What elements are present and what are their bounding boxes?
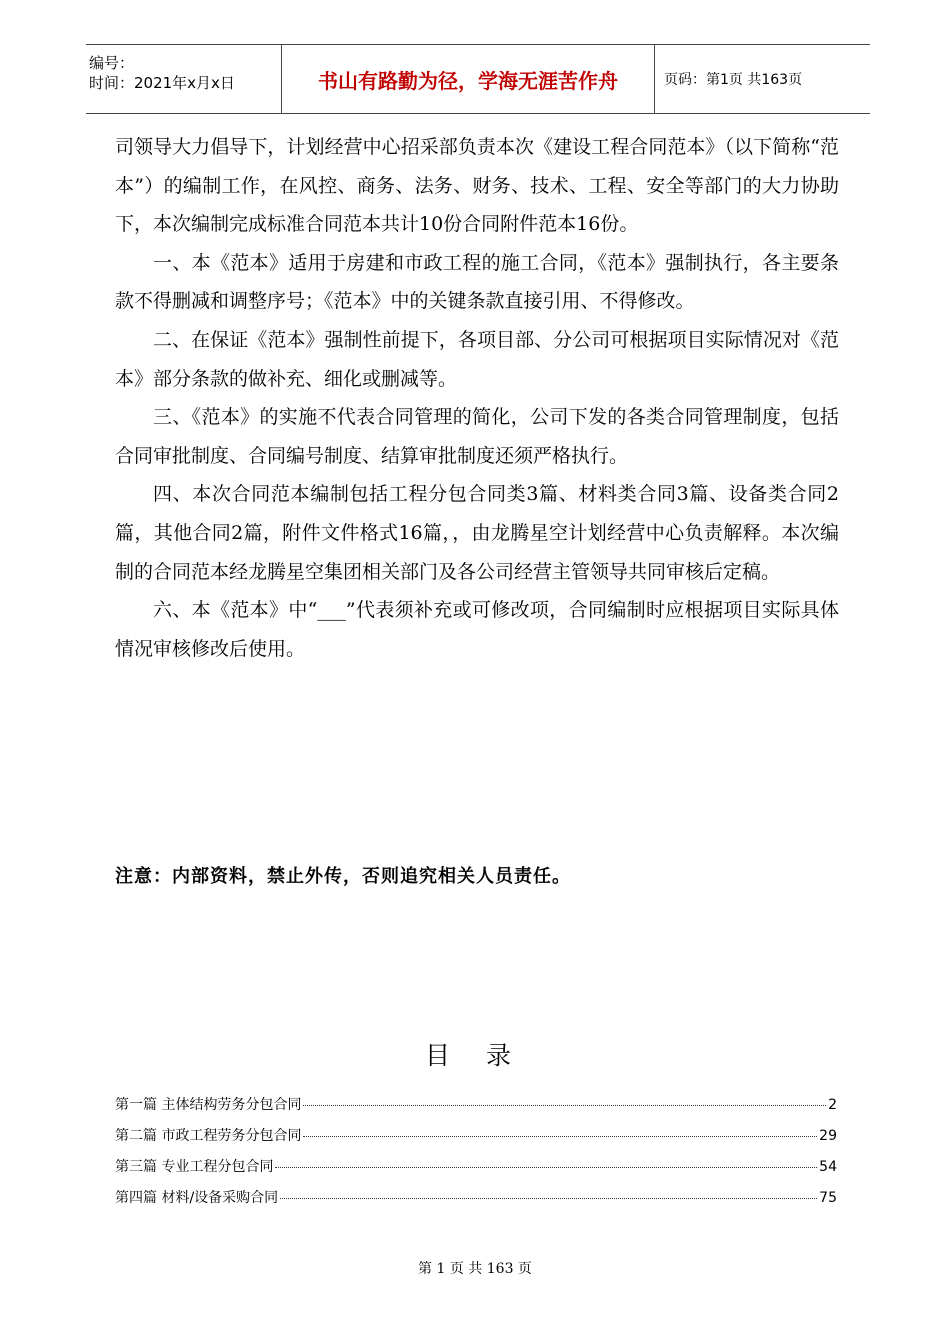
toc-entry-label: 第一篇 主体结构劳务分包合同 bbox=[115, 1097, 302, 1113]
toc-entry-label: 第三篇 专业工程分包合同 bbox=[115, 1159, 274, 1175]
toc-leader-dots bbox=[275, 1167, 817, 1168]
paragraph-3: 三、《范本》的实施不代表合同管理的简化，公司下发的各类合同管理制度，包括合同审批制度、合同编号制度、结算审批制度还须严格执行。 bbox=[115, 406, 839, 467]
paragraph-2: 二、在保证《范本》强制性前提下，各项目部、分公司可根据项目实际情况对《范本》部分条款的做补充、细化或删减等。 bbox=[115, 328, 839, 390]
paragraph-1: 一、本《范本》适用于房建和市政工程的施工合同，《范本》强制执行，各主要条款不得删减和调整序号；《范本》中的关键条款直接引用、不得修改。 bbox=[115, 251, 839, 313]
header-page-info: 页码：第1页 共163页 bbox=[664, 72, 803, 88]
toc-entry-page: 75 bbox=[819, 1190, 837, 1206]
toc-entry[interactable] bbox=[115, 1156, 837, 1187]
toc-entry-page: 54 bbox=[819, 1159, 837, 1175]
toc-entry[interactable] bbox=[115, 1187, 837, 1218]
paragraph-4: 四、本次合同范本编制包括工程分包合同类3篇、材料类合同3篇、设备类合同2篇，其他合同2篇，附件文件格式16篇，，由龙腾星空计划经营中心负责解释。本次编制的合同范本经龙腾星空集团相关部门及各公司经营主管领导共同审核后定稿。 bbox=[115, 483, 839, 583]
page-footer: 第 1 页 共 163 页 bbox=[418, 1261, 532, 1277]
toc-entry-page: 29 bbox=[819, 1128, 837, 1144]
paragraph-6: 六、本《范本》中“___”代表须补充或可修改项，合同编制时应根据项目实际具体情况审核修改后使用。 bbox=[115, 599, 839, 660]
header-motto: 书山有路勤为径，学海无涯苦作舟 bbox=[282, 45, 655, 113]
toc-entry-page: 2 bbox=[828, 1097, 837, 1113]
page-header bbox=[86, 44, 870, 114]
table-of-contents bbox=[115, 1094, 837, 1218]
toc-entry-label: 第四篇 材料/设备采购合同 bbox=[115, 1190, 279, 1206]
header-meta bbox=[86, 45, 282, 113]
header-time-label: 时间：2021年x月x日 bbox=[89, 74, 235, 92]
toc-leader-dots bbox=[303, 1105, 826, 1106]
toc-entry[interactable] bbox=[115, 1094, 837, 1125]
paragraph-intro: 司领导大力倡导下，计划经营中心招采部负责本次《建设工程合同范本》（以下简称“范本”）的编制工作，在风控、商务、法务、财务、技术、工程、安全等部门的大力协助下，本次编制完成标准合同范本共计10份合同附件范本16份。 bbox=[115, 136, 839, 236]
toc-entry[interactable] bbox=[115, 1125, 837, 1156]
confidential-notice: 注意：内部资料，禁止外传，否则追究相关人员责任。 bbox=[115, 866, 571, 887]
document-body bbox=[115, 128, 839, 668]
header-number-label: 编号： bbox=[89, 54, 135, 72]
toc-leader-dots bbox=[280, 1198, 817, 1199]
toc-entry-label: 第二篇 市政工程劳务分包合同 bbox=[115, 1128, 302, 1144]
toc-title: 目 录 bbox=[425, 1041, 525, 1070]
toc-leader-dots bbox=[303, 1136, 817, 1137]
